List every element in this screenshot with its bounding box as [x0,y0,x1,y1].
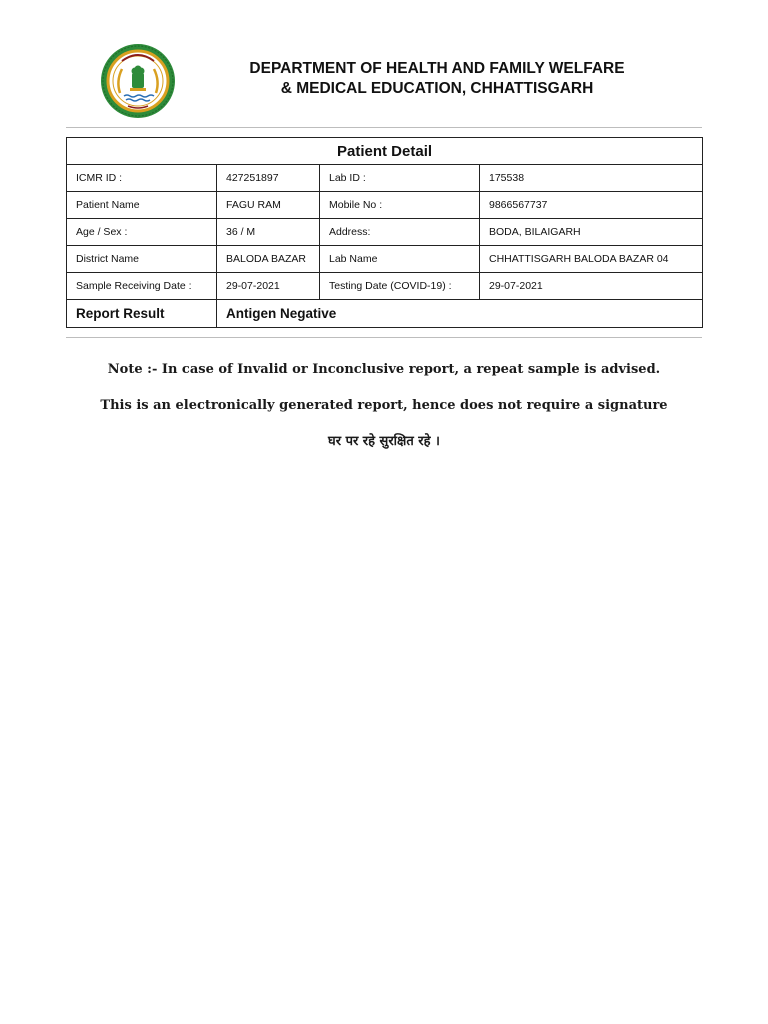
top-divider [66,127,702,128]
department-title-line-2: & MEDICAL EDUCATION, CHHATTISGARH [280,80,594,97]
table-title: Patient Detail [67,138,703,165]
table-row [67,165,703,192]
table-row [67,273,703,300]
table-row [67,192,703,219]
icmr-id-value: 427251897 [217,165,320,192]
mobile-no-value: 9866567737 [480,192,703,219]
address-value: BODA, BILAIGARH [480,219,703,246]
department-title [200,59,674,99]
testing-date-label: Testing Date (COVID-19) : [320,273,480,300]
emblem-outer-ring [101,44,175,118]
lab-name-label: Lab Name [320,246,480,273]
lab-name-value: CHHATTISGARH BALODA BAZAR 04 [480,246,703,273]
report-result-row [67,300,703,328]
patient-name-value: FAGU RAM [217,192,320,219]
district-name-label: District Name [67,246,217,273]
table-row [67,219,703,246]
report-result-label: Report Result [67,300,217,328]
age-sex-label: Age / Sex : [67,219,217,246]
sample-receiving-date-value: 29-07-2021 [217,273,320,300]
lab-id-label: Lab ID : [320,165,480,192]
age-sex-value: 36 / M [217,219,320,246]
patient-detail-table [66,137,703,328]
patient-name-label: Patient Name [67,192,217,219]
department-title-line-1: DEPARTMENT OF HEALTH AND FAMILY WELFARE [249,60,625,77]
bottom-divider [66,337,702,338]
icmr-id-label: ICMR ID : [67,165,217,192]
report-result-value: Antigen Negative [217,300,703,328]
mobile-no-label: Mobile No : [320,192,480,219]
testing-date-value: 29-07-2021 [480,273,703,300]
chhattisgarh-state-emblem-icon [100,43,176,119]
sample-receiving-date-label: Sample Receiving Date : [67,273,217,300]
district-name-value: BALODA BAZAR [217,246,320,273]
table-row [67,246,703,273]
lab-id-value: 175538 [480,165,703,192]
address-label: Address: [320,219,480,246]
electronic-report-note: This is an electronically generated report, hence does not require a signature [100,398,668,413]
stay-home-stay-safe-note: घर पर रहे सुरक्षित रहे । [328,434,440,449]
report-header [0,0,768,126]
repeat-sample-note: Note :- In case of Invalid or Inconclusive report, a repeat sample is advised. [107,362,661,377]
